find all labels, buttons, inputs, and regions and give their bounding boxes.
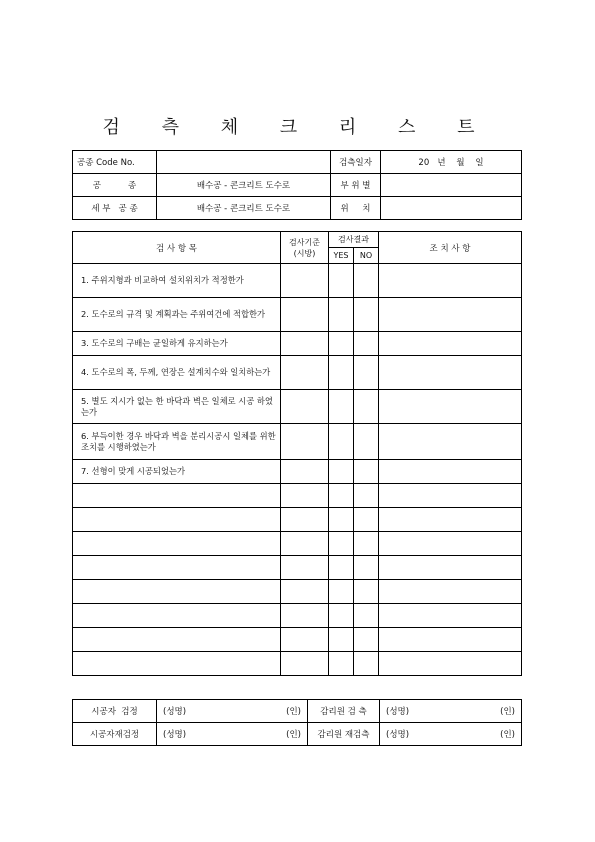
info-table: [72, 150, 522, 220]
standard-cell[interactable]: [281, 484, 329, 508]
contractor-reinspect-label: 시공자재검정: [73, 723, 157, 746]
yes-cell[interactable]: [329, 604, 354, 628]
action-cell[interactable]: [379, 628, 522, 652]
checklist-row: [73, 532, 522, 556]
yes-cell[interactable]: [329, 356, 354, 390]
checklist-table: [72, 231, 522, 676]
location-field[interactable]: [381, 174, 522, 197]
checklist-row: [73, 460, 522, 484]
info-row: [73, 151, 522, 174]
col-result-header: 검사결과: [329, 232, 379, 248]
info-row: [73, 174, 522, 197]
position-label: 위 치: [331, 197, 381, 220]
yes-cell[interactable]: [329, 390, 354, 424]
no-cell[interactable]: [354, 424, 379, 460]
checklist-item-text: 3. 도수로의 구배는 균일하게 유지하는가: [73, 332, 281, 356]
standard-cell[interactable]: [281, 332, 329, 356]
yes-cell[interactable]: [329, 460, 354, 484]
checklist-item-text: [73, 508, 281, 532]
yes-cell[interactable]: [329, 652, 354, 676]
supervisor-inspect-sign-field[interactable]: [380, 700, 522, 723]
no-cell[interactable]: [354, 604, 379, 628]
action-cell[interactable]: [379, 532, 522, 556]
checklist-item-text: [73, 556, 281, 580]
action-cell[interactable]: [379, 332, 522, 356]
action-cell[interactable]: [379, 390, 522, 424]
checklist-item-text: [73, 484, 281, 508]
detail-work-field[interactable]: 배수공 - 콘크리트 도수로: [157, 197, 331, 220]
standard-cell[interactable]: [281, 356, 329, 390]
col-standard-header: [281, 232, 329, 264]
contractor-inspect-sign-field[interactable]: [157, 700, 308, 723]
seal-label: (인): [286, 707, 301, 717]
location-label: 부 위 별: [331, 174, 381, 197]
no-cell[interactable]: [354, 484, 379, 508]
checklist-body: [73, 264, 522, 676]
checklist-item-text: [73, 652, 281, 676]
checklist-row: [73, 332, 522, 356]
yes-cell[interactable]: [329, 298, 354, 332]
page-title: 검 측 체 크 리 스 트: [102, 117, 493, 138]
yes-cell[interactable]: [329, 532, 354, 556]
standard-cell[interactable]: [281, 424, 329, 460]
checklist-header-row: [73, 232, 522, 248]
no-cell[interactable]: [354, 508, 379, 532]
action-cell[interactable]: [379, 580, 522, 604]
checklist-item-text: [73, 580, 281, 604]
standard-cell[interactable]: [281, 532, 329, 556]
standard-cell[interactable]: [281, 652, 329, 676]
name-label: (성명): [386, 730, 410, 740]
seal-label: (인): [500, 730, 515, 740]
col-action-header: 조 치 사 항: [379, 232, 522, 264]
checklist-row: [73, 484, 522, 508]
signature-row: [73, 700, 522, 723]
yes-cell[interactable]: [329, 264, 354, 298]
col-items-header: 검 사 항 목: [73, 232, 281, 264]
yes-cell[interactable]: [329, 424, 354, 460]
seal-label: (인): [286, 730, 301, 740]
standard-cell[interactable]: [281, 556, 329, 580]
checklist-row: [73, 508, 522, 532]
checklist-item-text: 6. 부득이한 경우 바닥과 벽을 분리시공시 일체를 위한 조치를 시행하였는가: [73, 424, 281, 460]
no-cell[interactable]: [354, 580, 379, 604]
checklist-row: [73, 556, 522, 580]
work-type-field[interactable]: 배수공 - 콘크리트 도수로: [157, 174, 331, 197]
action-cell[interactable]: [379, 356, 522, 390]
checklist-item-text: 7. 선형이 맞게 시공되었는가: [73, 460, 281, 484]
inspect-date-field[interactable]: 20 년 월 일: [381, 151, 522, 174]
no-cell[interactable]: [354, 264, 379, 298]
yes-cell[interactable]: [329, 580, 354, 604]
no-cell[interactable]: [354, 628, 379, 652]
no-cell[interactable]: [354, 356, 379, 390]
checklist-row: [73, 298, 522, 332]
action-cell[interactable]: [379, 460, 522, 484]
col-standard-label: 검사기준: [289, 237, 320, 247]
checklist-item-text: [73, 532, 281, 556]
name-label: (성명): [163, 730, 187, 740]
yes-cell[interactable]: [329, 484, 354, 508]
checklist-item-text: 5. 별도 지시가 없는 한 바닥과 벽은 일체로 시공 하였는가: [73, 390, 281, 424]
standard-cell[interactable]: [281, 264, 329, 298]
checklist-item-text: [73, 628, 281, 652]
name-label: (성명): [386, 707, 410, 717]
standard-cell[interactable]: [281, 604, 329, 628]
name-label: (성명): [163, 707, 187, 717]
checklist-row: [73, 264, 522, 298]
action-cell[interactable]: [379, 556, 522, 580]
work-code-label: 공종 Code No.: [73, 151, 157, 174]
yes-cell[interactable]: [329, 556, 354, 580]
checklist-row: [73, 628, 522, 652]
checklist-item-text: 4. 도수로의 폭, 두께, 연장은 설계치수와 일치하는가: [73, 356, 281, 390]
checklist-row: [73, 390, 522, 424]
no-cell[interactable]: [354, 652, 379, 676]
work-type-label: 공 종: [73, 174, 157, 197]
detail-work-label: 세 부 공 종: [73, 197, 157, 220]
checklist-item-text: [73, 604, 281, 628]
action-cell[interactable]: [379, 652, 522, 676]
supervisor-reinspect-label: 감리원 재검측: [308, 723, 380, 746]
standard-cell[interactable]: [281, 628, 329, 652]
seal-label: (인): [500, 707, 515, 717]
col-yes-header: YES: [329, 248, 354, 264]
yes-cell[interactable]: [329, 628, 354, 652]
checklist-row: [73, 424, 522, 460]
checklist-item-text: 2. 도수로의 규격 및 계획과는 주위여건에 적합한가: [73, 298, 281, 332]
yes-cell[interactable]: [329, 508, 354, 532]
col-standard-sub: (시방): [293, 248, 316, 258]
no-cell[interactable]: [354, 390, 379, 424]
checklist-row: [73, 580, 522, 604]
signature-row: [73, 723, 522, 746]
work-code-field[interactable]: [157, 151, 331, 174]
standard-cell[interactable]: [281, 580, 329, 604]
action-cell[interactable]: [379, 298, 522, 332]
info-row: [73, 197, 522, 220]
checklist-item-text: 1. 주위지형과 비교하여 설치위치가 적정한가: [73, 264, 281, 298]
no-cell[interactable]: [354, 298, 379, 332]
supervisor-reinspect-sign-field[interactable]: [380, 723, 522, 746]
standard-cell[interactable]: [281, 298, 329, 332]
signature-table: [72, 699, 522, 746]
supervisor-inspect-label: 감리원 검 측: [308, 700, 380, 723]
standard-cell[interactable]: [281, 508, 329, 532]
standard-cell[interactable]: [281, 460, 329, 484]
no-cell[interactable]: [354, 532, 379, 556]
contractor-inspect-label: 시공자 검정: [73, 700, 157, 723]
col-no-header: NO: [354, 248, 379, 264]
contractor-reinspect-sign-field[interactable]: [157, 723, 308, 746]
no-cell[interactable]: [354, 556, 379, 580]
standard-cell[interactable]: [281, 390, 329, 424]
checklist-row: [73, 356, 522, 390]
action-cell[interactable]: [379, 484, 522, 508]
action-cell[interactable]: [379, 264, 522, 298]
action-cell[interactable]: [379, 424, 522, 460]
no-cell[interactable]: [354, 460, 379, 484]
yes-cell[interactable]: [329, 332, 354, 356]
action-cell[interactable]: [379, 604, 522, 628]
position-field[interactable]: [381, 197, 522, 220]
inspect-date-label: 검측일자: [331, 151, 381, 174]
checklist-row: [73, 652, 522, 676]
no-cell[interactable]: [354, 332, 379, 356]
checklist-row: [73, 604, 522, 628]
action-cell[interactable]: [379, 508, 522, 532]
